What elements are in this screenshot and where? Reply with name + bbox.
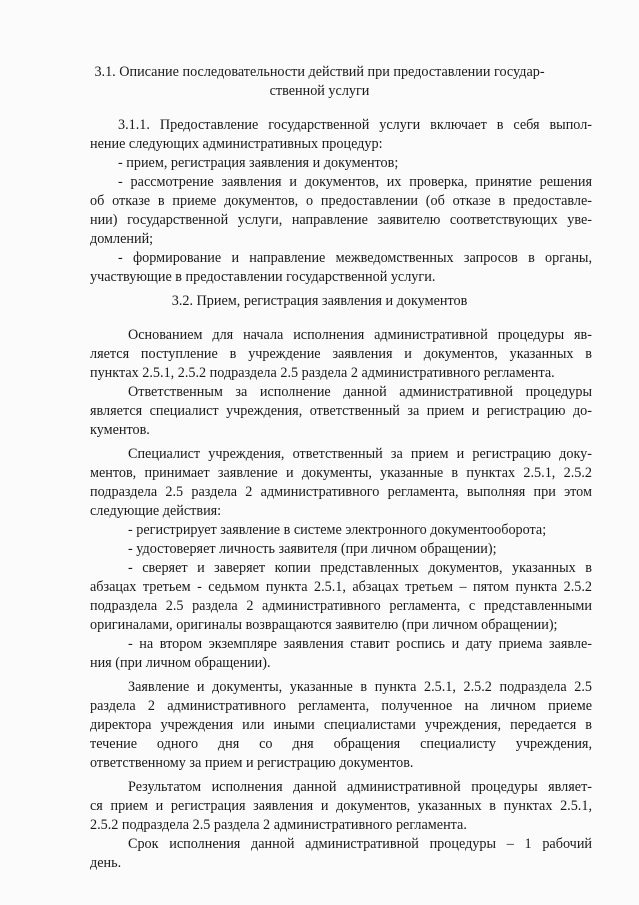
paragraph-line: домлений; [90, 231, 154, 247]
paragraph-line: нение следующих административных процедур: [90, 136, 383, 152]
paragraph-line: об отказе в приеме документов, о предоставлении (об отказе в предоставле- [90, 193, 592, 209]
paragraph-line: пунктах 2.5.1, 2.5.2 подраздела 2.5 раздела 2 административного регламента. [90, 365, 555, 381]
paragraph-line: нии) государственной услуги, направление заявителю соответствующих уве- [90, 212, 592, 228]
paragraph-line: ментов, принимает заявление и документы, указанные в пунктах 2.5.1, 2.5.2 [90, 465, 592, 481]
list-item: - сверяет и заверяет копии представленных документов, указанных в [128, 560, 592, 576]
paragraph-line: Ответственным за исполнение данной административной процедуры [128, 384, 592, 400]
section-3-1-heading-line2: ственной услуги [269, 83, 370, 99]
paragraph-line: следующие действия: [90, 503, 222, 519]
section-3-1-heading-line1: 3.1. Описание последовательности действий при предоставлении государ- [94, 64, 545, 80]
paragraph-line: ляется поступление в учреждение заявления и документов, указанных в [90, 346, 592, 362]
list-item: - на втором экземпляре заявления ставит роспись и дату приема заявле- [128, 636, 592, 652]
paragraph-line: оригиналами, оригиналы возвращаются заявителю (при личном обращении); [90, 617, 558, 633]
paragraph-line: кументов. [90, 422, 150, 438]
list-item: - прием, регистрация заявления и документов; [118, 155, 399, 171]
paragraph-line: раздела 2 административного регламента, полученное на личном приеме [90, 698, 592, 714]
section-3-2-heading: 3.2. Прием, регистрация заявления и документов [171, 293, 468, 309]
list-item: - формирование и направление межведомственных запросов в органы, [118, 250, 592, 266]
paragraph-line: абзацах третьем - седьмом пункта 2.5.1, абзацах третьем – пятом пункта 2.5.2 [90, 579, 592, 595]
list-item: - удостоверяет личность заявителя (при личном обращении); [128, 541, 497, 557]
paragraph-line: участвующие в предоставлении государственной услуги. [90, 269, 436, 285]
paragraph-line: Результатом исполнения данной административной процедуры являет- [128, 779, 592, 795]
paragraph-line: директора учреждения или иными специалистами учреждения, передается в [90, 717, 592, 733]
paragraph-line: 3.1.1. Предоставление государственной услуги включает в себя выпол- [118, 117, 592, 133]
paragraph-line: подраздела 2.5 раздела 2 административного регламента, с представленными [90, 598, 592, 614]
paragraph-line: ния (при личном обращении). [90, 655, 271, 671]
list-item: - рассмотрение заявления и документов, их проверка, принятие решения [118, 174, 592, 190]
paragraph-line: Срок исполнения данной административной процедуры – 1 рабочий [128, 836, 592, 852]
paragraph-line: ответственному за прием и регистрацию документов. [90, 755, 414, 771]
list-item: - регистрирует заявление в системе электронного документооборота; [128, 522, 547, 538]
paragraph-line: подраздела 2.5 раздела 2 административного регламента, выполняя при этом [90, 484, 592, 500]
paragraph-line: ся прием и регистрация заявления и документов, указанных в пунктах 2.5.1, [90, 798, 592, 814]
paragraph-line: Основанием для начала исполнения административной процедуры яв- [128, 327, 592, 343]
paragraph-line: Специалист учреждения, ответственный за прием и регистрацию доку- [128, 446, 592, 462]
paragraph-line: течение одного дня со дня обращения специалисту учреждения, [90, 736, 592, 752]
paragraph-line: Заявление и документы, указанные в пункта 2.5.1, 2.5.2 подраздела 2.5 [128, 679, 592, 695]
paragraph-line: день. [90, 855, 122, 871]
paragraph-line: 2.5.2 подраздела 2.5 раздела 2 административного регламента. [90, 817, 467, 833]
paragraph-line: является специалист учреждения, ответственный за прием и регистрацию до- [90, 403, 592, 419]
